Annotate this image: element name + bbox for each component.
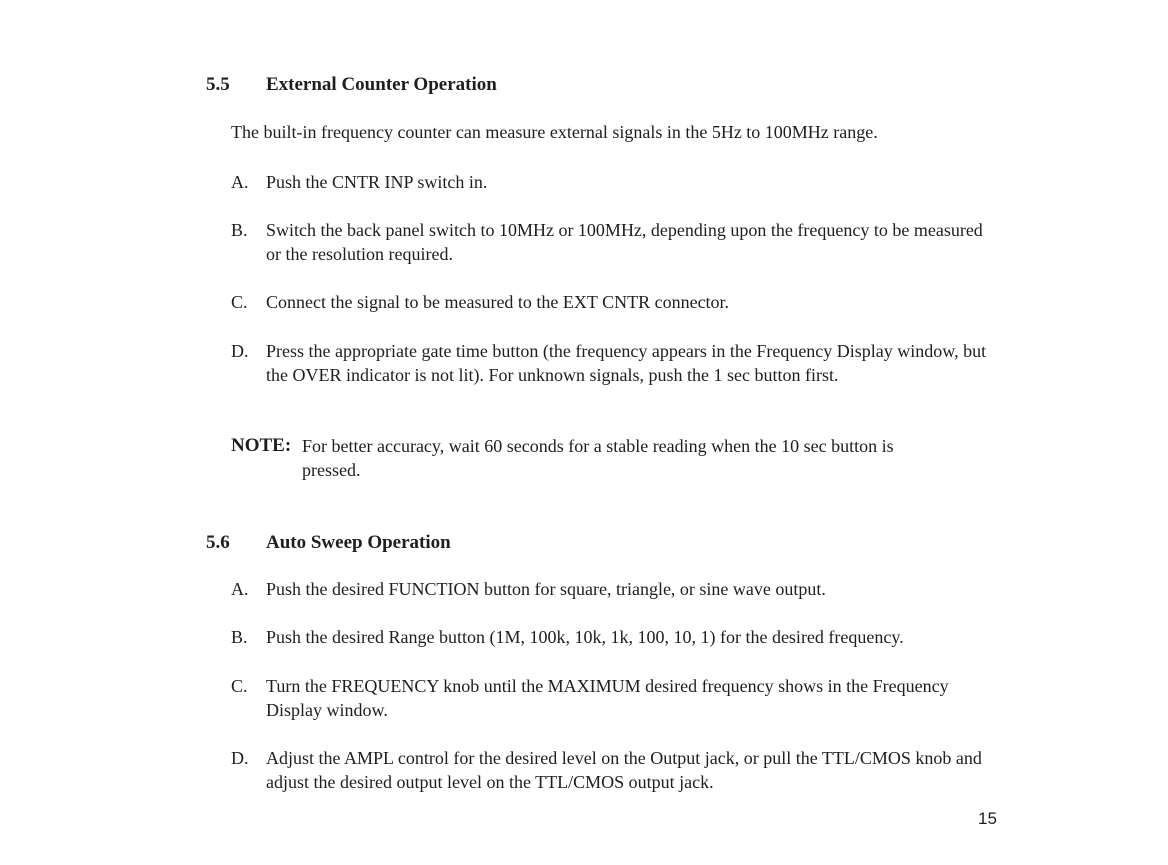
list-item-text: Switch the back panel switch to 10MHz or 100MHz, depending upon the frequency to be measured or the resolution required.: [266, 220, 983, 264]
list-item-letter: A.: [231, 172, 249, 192]
list-item-letter: D.: [231, 341, 249, 361]
page-number: 15: [978, 809, 997, 828]
list-item-letter: C.: [231, 676, 248, 696]
list-item-letter: A.: [231, 579, 249, 599]
list-item-letter: D.: [231, 748, 249, 768]
section-5-6-heading: [206, 531, 706, 555]
list-item-text: Connect the signal to be measured to the EXT CNTR connector.: [266, 292, 730, 312]
list-item-text: Adjust the AMPL control for the desired level on the Output jack, or pull the TTL/CMOS knob and adjust the desired output level on the TTL/CMOS output jack.: [266, 748, 982, 792]
list-item-letter: B.: [231, 627, 248, 647]
list-item-letter: C.: [231, 292, 248, 312]
note-text: For better accuracy, wait 60 seconds for a stable reading when the 10 sec button is pressed.: [302, 436, 894, 480]
list-item-text: Turn the FREQUENCY knob until the MAXIMUM desired frequency shows in the Frequency Display window.: [266, 676, 949, 720]
section-number: 5.5: [206, 74, 230, 95]
list-item-text: Press the appropriate gate time button (the frequency appears in the Frequency Display window, but the OVER indicator is not lit). For unknown signals, push the 1 sec button first.: [266, 341, 987, 385]
section-5-5-heading: [206, 73, 706, 97]
section-title: Auto Sweep Operation: [266, 532, 451, 553]
list-item-text: Push the desired Range button (1M, 100k, 10k, 1k, 100, 10, 1) for the desired frequency.: [266, 627, 904, 647]
list-item-letter: B.: [231, 220, 248, 240]
list-item-text: Push the CNTR INP switch in.: [266, 172, 488, 192]
note-label: NOTE:: [231, 435, 292, 456]
list-item-text: Push the desired FUNCTION button for square, triangle, or sine wave output.: [266, 579, 826, 599]
section-number: 5.6: [206, 532, 230, 553]
section-5-5-intro: The built-in frequency counter can measure external signals in the 5Hz to 100MHz range.: [231, 122, 878, 142]
section-title: External Counter Operation: [266, 74, 497, 95]
